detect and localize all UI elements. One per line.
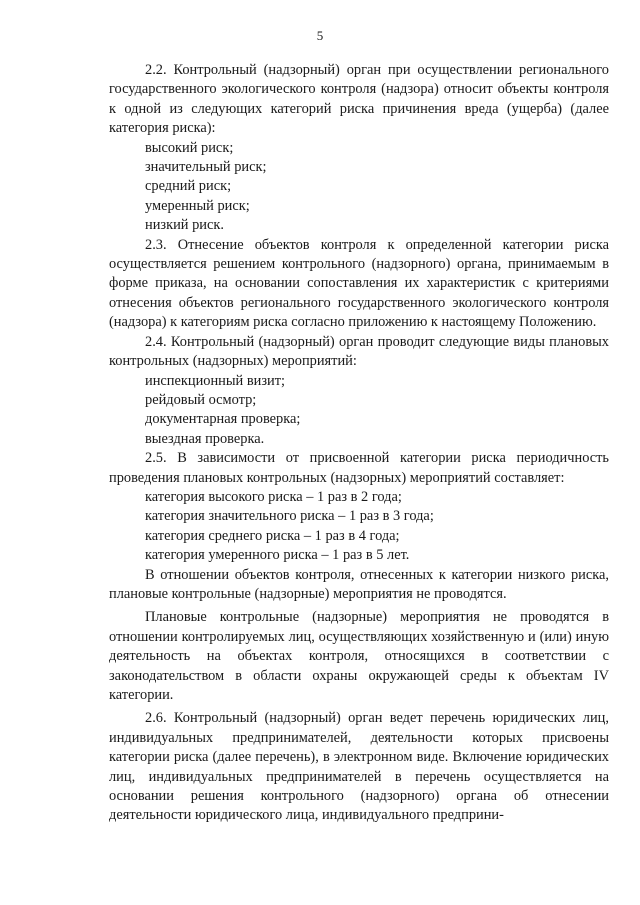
- list-item: категория высокого риска – 1 раз в 2 года;: [145, 488, 402, 505]
- paragraph-2-6: 2.6. Контрольный (надзорный) орган ведет перечень юридических лиц, индивидуальных предпринимателей, деятельности которых присвоены категории риска (далее перечень), в электронном виде. Включение юридических лиц, индивидуальных предпринимателей в перечень осуществляется на основании решения контрольного (надзорного) органа об отнесении деятельности юридического лица, индивидуального предприни-: [109, 710, 609, 824]
- paragraph-exemption: Плановые контрольные (надзорные) мероприятия не проводятся в отношении контролируемых лиц, осуществляющих хозяйственную и (или) иную деятельность на объектах контроля, относящихся в соответствии с законодательством в области охраны окружающей среды к объектам IV категории.: [109, 609, 609, 703]
- list-item: категория среднего риска – 1 раз в 4 года;: [145, 527, 400, 544]
- list-item: категория умеренного риска – 1 раз в 5 лет.: [145, 547, 410, 564]
- paragraph-2-3: 2.3. Отнесение объектов контроля к определенной категории риска осуществляется решением контрольного (надзорного) органа, принимаемым в форме приказа, на основании сопоставления их характеристик с критериями отнесения объектов регионального государственного экологического контроля (надзора) к категориям риска согласно приложению к настоящему Положению.: [109, 236, 609, 331]
- list-item: средний риск;: [145, 178, 232, 195]
- document-body: [109, 61, 609, 826]
- list-item: низкий риск.: [145, 217, 224, 234]
- paragraph-2-4: 2.4. Контрольный (надзорный) орган проводит следующие виды плановых контрольных (надзорных) мероприятий:: [109, 333, 609, 370]
- paragraph-low-risk: В отношении объектов контроля, отнесенных к категории низкого риска, плановые контрольные (надзорные) мероприятия не проводятся.: [109, 566, 609, 602]
- paragraph-2-2: 2.2. Контрольный (надзорный) орган при осуществлении регионального государственного экологического контроля (надзора) относит объекты контроля к одной из следующих категорий риска причинения вреда (ущерба) (далее категория риска):: [109, 62, 609, 137]
- paragraph-2-5: 2.5. В зависимости от присвоенной категории риска периодичность проведения плановых контрольных (надзорных) мероприятий составляет:: [109, 450, 609, 486]
- list-item: рейдовый осмотр;: [145, 391, 257, 408]
- list-item: документарная проверка;: [145, 411, 301, 428]
- page-number: 5: [316, 28, 324, 43]
- list-item: значительный риск;: [145, 159, 267, 176]
- list-item: категория значительного риска – 1 раз в 3 года;: [145, 508, 434, 525]
- list-item: инспекционный визит;: [145, 372, 286, 389]
- list-item: умеренный риск;: [145, 197, 250, 214]
- list-item: высокий риск;: [145, 139, 234, 156]
- list-item: выездная проверка.: [145, 430, 265, 447]
